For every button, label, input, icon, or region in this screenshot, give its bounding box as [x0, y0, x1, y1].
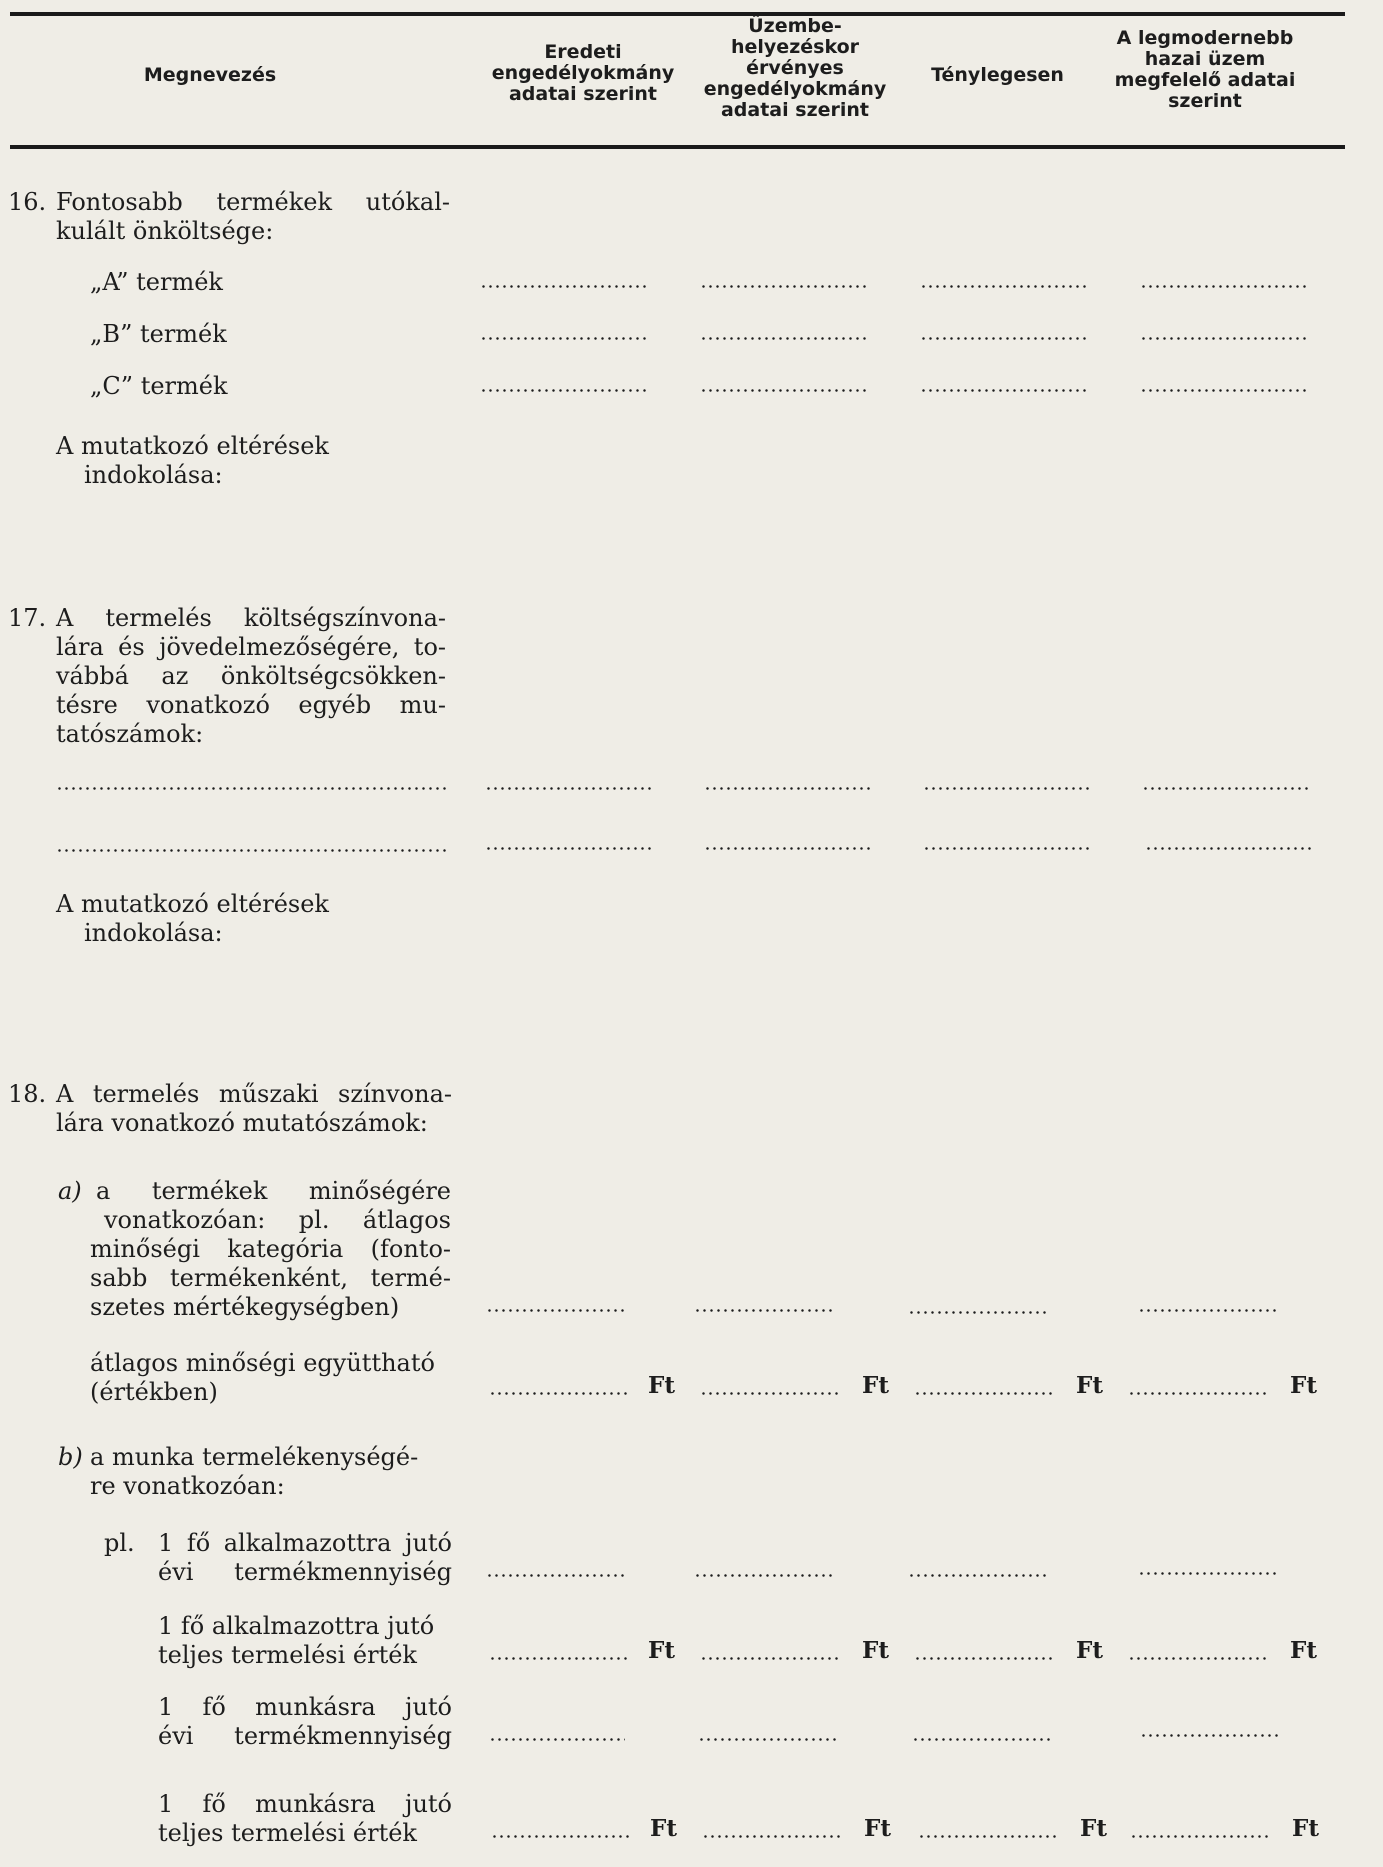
item-17-title-line3: vábbá az önköltségcsökken-: [56, 662, 446, 690]
item-18b-line1: a munka termelékenységé-: [90, 1443, 419, 1471]
item-16-title-line2: kulált önköltsége:: [56, 217, 274, 245]
currency-18b-p2-col3: Ft: [1076, 1637, 1103, 1664]
blank-18b-p4-col1[interactable]: [491, 1835, 629, 1838]
blank-18b-p2-col3[interactable]: [914, 1657, 1054, 1660]
header-tenylegesen: Ténylegesen: [931, 64, 1064, 86]
item-18b-p3-line2: évi termékmennyiség: [158, 1722, 452, 1750]
blank-16b-col3[interactable]: [920, 337, 1090, 340]
header-top-rule: [10, 12, 1345, 16]
currency-18b-p4-col3: Ft: [1080, 1815, 1107, 1842]
item-18a-label: a): [58, 1177, 82, 1205]
blank-18b-p2-col4[interactable]: [1128, 1657, 1268, 1660]
currency-18b-p2-col4: Ft: [1290, 1637, 1317, 1664]
blank-18b-p4-col4[interactable]: [1130, 1835, 1270, 1838]
blank-18a-coef-col4[interactable]: [1128, 1392, 1268, 1395]
item-18a-line2: vonatkozóan: pl. átlagos: [104, 1206, 451, 1234]
header-bottom-rule: [10, 145, 1345, 149]
blank-18b-p2-col1[interactable]: [489, 1657, 627, 1660]
blank-17-row1-col3[interactable]: [923, 787, 1093, 790]
blank-18b-p3-col1[interactable]: [489, 1738, 625, 1741]
item-17-title-line2: lára és jövedelmezőségére, to-: [56, 633, 446, 661]
blank-16c-col4[interactable]: [1140, 389, 1310, 392]
blank-18b-p3-col3[interactable]: [912, 1738, 1054, 1741]
item-17-deviation-line2: indokolása:: [84, 919, 223, 947]
header-eredeti: Eredeti engedélyokmány adatai szerint: [491, 41, 675, 105]
item-18b-p3-line1: 1 fő munkásra jutó: [158, 1693, 452, 1721]
currency-18a-coef-col3: Ft: [1076, 1372, 1103, 1399]
item-18b-line2: re vonatkozóan:: [90, 1472, 285, 1500]
item-18b-pl: pl.: [104, 1529, 135, 1557]
blank-18a-col1[interactable]: [486, 1309, 624, 1312]
currency-18a-coef-col4: Ft: [1290, 1372, 1317, 1399]
blank-17-row1-col1[interactable]: [485, 787, 652, 790]
blank-18b-p4-col3[interactable]: [918, 1835, 1058, 1838]
item-17-title-line4: tésre vonatkozó egyéb mu-: [56, 691, 446, 719]
blank-18b-p2-col2[interactable]: [700, 1657, 840, 1660]
item-17-number: 17.: [8, 604, 47, 632]
item-16-product-a: „A” termék: [90, 268, 223, 296]
blank-16a-col4[interactable]: [1140, 285, 1310, 288]
blank-17-row1-name[interactable]: [56, 787, 446, 790]
currency-18a-coef-col1: Ft: [648, 1372, 675, 1399]
blank-16a-col3[interactable]: [920, 285, 1090, 288]
item-18a-line1: a termékek minőségére: [96, 1177, 451, 1205]
header-uzembehelyezeskor: Üzembe- helyezéskor érvényes engedélyokmány adatai szerint: [703, 15, 887, 121]
item-18b-p2-line2: teljes termelési érték: [158, 1641, 417, 1669]
blank-18a-col3[interactable]: [908, 1311, 1050, 1314]
blank-18b-p4-col2[interactable]: [702, 1835, 842, 1838]
item-18a-coefficient-line1: átlagos minőségi együttható: [90, 1349, 435, 1377]
item-17-title-line1: A termelés költségszínvona-: [56, 604, 446, 632]
item-18a-line5: szetes mértékegységben): [90, 1293, 400, 1321]
item-18b-p1-line2: évi termékmennyiség: [158, 1558, 452, 1586]
item-16-deviation-line1: A mutatkozó eltérések: [56, 432, 329, 460]
blank-16c-col3[interactable]: [920, 389, 1090, 392]
item-18a-coefficient-line2: (értékben): [90, 1378, 218, 1406]
blank-18a-coef-col3[interactable]: [914, 1392, 1054, 1395]
item-18b-p1-line1: 1 fő alkalmazottra jutó: [158, 1529, 452, 1557]
item-16-product-b: „B” termék: [90, 320, 227, 348]
blank-16a-col1[interactable]: [480, 285, 650, 288]
blank-18a-col4[interactable]: [1138, 1309, 1278, 1312]
blank-17-row2-col2[interactable]: [704, 847, 871, 850]
blank-16a-col2[interactable]: [700, 285, 870, 288]
item-18b-p4-line2: teljes termelési érték: [158, 1819, 417, 1847]
blank-16c-col1[interactable]: [480, 389, 650, 392]
item-17-deviation-line1: A mutatkozó eltérések: [56, 890, 329, 918]
blank-16b-col2[interactable]: [700, 337, 870, 340]
blank-18b-p3-col4[interactable]: [1140, 1734, 1280, 1737]
currency-18b-p4-col2: Ft: [864, 1815, 891, 1842]
item-18b-p4-line1: 1 fő munkásra jutó: [158, 1790, 452, 1818]
currency-18b-p2-col2: Ft: [862, 1637, 889, 1664]
currency-18b-p4-col1: Ft: [650, 1815, 677, 1842]
item-18b-label: b): [58, 1443, 83, 1471]
item-18-title-line2: lára vonatkozó mutatószámok:: [56, 1109, 428, 1137]
blank-18b-p1-col2[interactable]: [694, 1574, 836, 1577]
blank-17-row2-col3[interactable]: [923, 847, 1093, 850]
item-18a-line3: minőségi kategória (fonto-: [90, 1235, 451, 1263]
item-16-number: 16.: [8, 188, 47, 216]
blank-16c-col2[interactable]: [700, 389, 870, 392]
item-16-product-c: „C” termék: [90, 372, 228, 400]
currency-18b-p4-col4: Ft: [1292, 1815, 1319, 1842]
blank-18b-p1-col3[interactable]: [908, 1574, 1050, 1577]
currency-18b-p2-col1: Ft: [648, 1637, 675, 1664]
blank-17-row2-name[interactable]: [56, 849, 446, 852]
blank-17-row2-col1[interactable]: [485, 847, 652, 850]
blank-16b-col4[interactable]: [1140, 337, 1310, 340]
blank-17-row1-col4[interactable]: [1142, 787, 1310, 790]
item-16-title-line1: Fontosabb termékek utókal-: [56, 188, 450, 216]
header-megnevezes: Megnevezés: [143, 64, 277, 86]
blank-18b-p3-col2[interactable]: [698, 1738, 840, 1741]
blank-18b-p1-col4[interactable]: [1138, 1572, 1278, 1575]
blank-18a-col2[interactable]: [694, 1309, 836, 1312]
currency-18a-coef-col2: Ft: [862, 1372, 889, 1399]
blank-18a-coef-col2[interactable]: [700, 1392, 840, 1395]
item-18a-line4: sabb termékenként, termé-: [90, 1264, 451, 1292]
blank-18b-p1-col1[interactable]: [486, 1574, 624, 1577]
blank-17-row1-col2[interactable]: [704, 787, 871, 790]
item-16-deviation-line2: indokolása:: [84, 461, 223, 489]
item-18b-p2-line1: 1 fő alkalmazottra jutó: [158, 1612, 435, 1640]
blank-17-row2-col4[interactable]: [1145, 847, 1315, 850]
item-17-title-line5: tatószámok:: [56, 720, 204, 748]
item-18-title-line1: A termelés műszaki színvona-: [56, 1080, 452, 1108]
item-18-number: 18.: [8, 1080, 47, 1108]
blank-16b-col1[interactable]: [480, 337, 650, 340]
blank-18a-coef-col1[interactable]: [489, 1392, 627, 1395]
header-legmodernebb: A legmodernebb hazai üzem megfelelő adatai szerint: [1114, 27, 1296, 112]
